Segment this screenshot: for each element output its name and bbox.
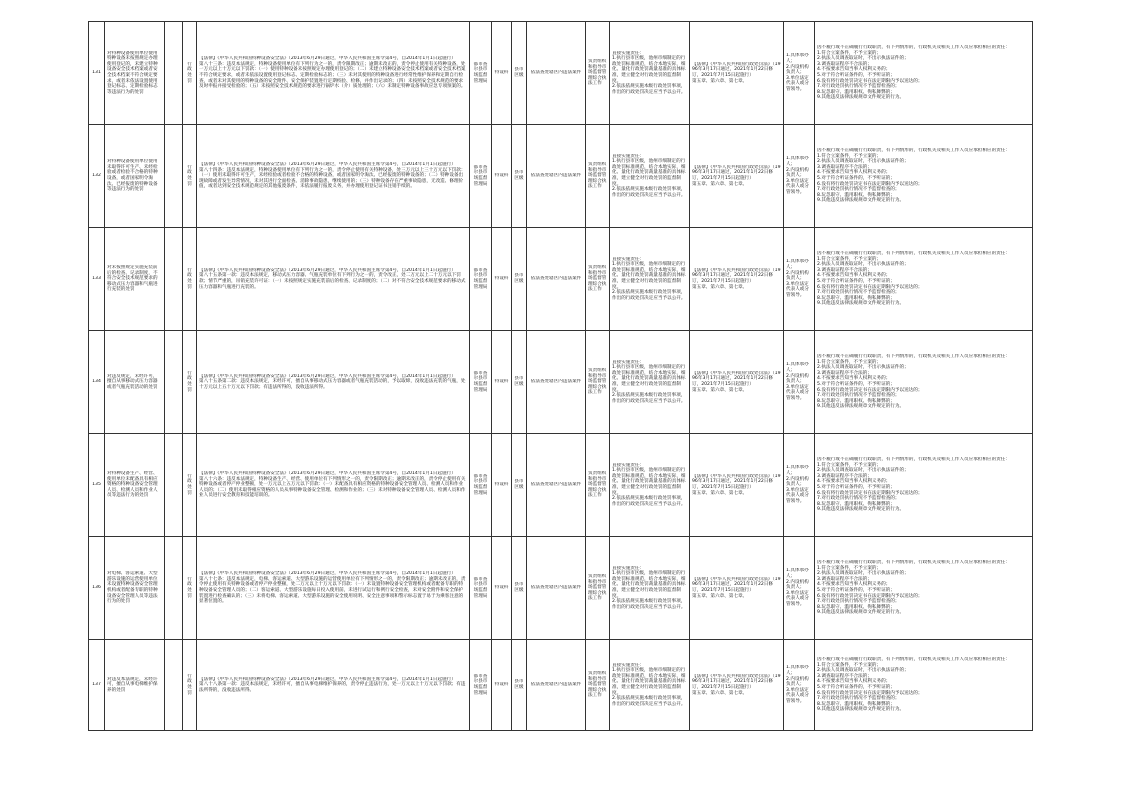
blank-cell: [165, 228, 183, 331]
exercise-level-text: 县市区级: [514, 479, 524, 490]
blank-cell: [165, 434, 183, 537]
legal-basis-text: [199, 374, 467, 391]
handling-content: [527, 331, 586, 434]
row-number: [89, 22, 105, 125]
row-number-text: 137: [92, 682, 101, 688]
responsible-org-text: 负责组织和指导市场监督管理综合执法工作: [588, 471, 607, 499]
responsible-subjects: [784, 125, 815, 228]
legal-basis-law: 【法律】《中华人民共和国特种设备安全法》（2013年6月29日通过，中华人民共和国主席令第4号，自2014年1月1日起施行）: [199, 373, 456, 379]
blank-cell: [165, 331, 183, 434]
procedure-basis: [690, 228, 784, 331]
procedure-basis: [690, 22, 784, 125]
handling-content: [527, 22, 586, 125]
legal-basis-law: 【法律】《中华人民共和国特种设备安全法》（2013年6月29日通过，中华人民共和国主席令第4号，自2014年1月1日起施行）: [199, 56, 456, 62]
item-name: [105, 125, 165, 228]
row-number: [89, 228, 105, 331]
implementing-authority: [470, 331, 492, 434]
item-name: [105, 537, 165, 640]
legal-basis-article: 第八十五条第一款：违反本法规定，移动式压力容器、气瓶充装单位有下列行为之一的，责令改正，处二万元以上二十万元以下罚款；情节严重的，吊销充装许可证：（一）未按照规定实施充装前后的检查、记录制度的；（二）对不符合安全技术规范要求的移动式压力容器和气瓶进行充装的。: [199, 273, 466, 290]
responsible-subjects-text: 1.具体承办人； 2.内设机构负责人； 3.单位法定代表人或分管领导。: [786, 259, 809, 298]
legal-basis-law: 【法律】《中华人民共和国特种设备安全法》（2013年6月29日通过，中华人民共和国主席令第4号，自2014年1月1日起施行）: [199, 571, 456, 577]
item-category: [183, 228, 197, 331]
procedure-basis: [690, 331, 784, 434]
liability-text: [815, 537, 1033, 640]
implementing-authority-text: 都市查尔县市场监督管理局: [473, 164, 488, 187]
duty-text-text: 直接实施责任： 1.执行县市区级，池州市细制定的行政处罚标准规范，结合本地实际，细化、量化行政处罚裁量基准的具体标准，建立健全对行政处罚的监督制度。 2.依法依规实施本级行政处罚事项，作出的行政处罚决定应当予以公开。: [612, 565, 686, 610]
row-number-text: 133: [92, 276, 101, 282]
item-name-text: 对违反本法规定，未经许可，擅自从事电梯维护保养的处罚: [107, 676, 158, 693]
responsible-dept-text: 特设科: [494, 276, 509, 282]
legal-basis: [197, 434, 470, 537]
duty-text: [610, 537, 690, 640]
responsible-org-text: 负责组织和指导市场监督管理综合执法工作: [588, 574, 607, 602]
item-name-text: 对违反规定，未经许可，擅自从事移动式压力容器或者气瓶充装活动的处罚: [107, 373, 158, 390]
responsible-subjects-text: 1.具体承办人； 2.内设机构负责人； 3.单位法定代表人或分管领导。: [786, 362, 809, 401]
implementing-authority-text: 都市查尔县市场监督管理局: [473, 673, 488, 696]
item-category-text: 行政处罚: [187, 61, 192, 84]
responsible-subjects-text: 1.具体承办人； 2.内设机构负责人； 3.单位法定代表人或分管领导。: [786, 665, 809, 704]
duty-text-text: 直接实施责任： 1.执行县市区级，池州市细制定的行政处罚标准规范，结合本地实际，细化、量化行政处罚裁量基准的具体标准，建立健全对行政处罚的监督制度。 2.依法依规实施本级行政处罚事项，作出的行政处罚决定应当予以公开。: [612, 359, 686, 404]
responsible-org-text: 负责组织和指导市场监督管理综合执法工作: [588, 265, 607, 293]
row-number: [89, 640, 105, 731]
responsible-subjects: [784, 22, 815, 125]
item-category: [183, 537, 197, 640]
table-row: [89, 125, 1033, 228]
implementing-authority: [470, 537, 492, 640]
liability-text-text: 因不履行或不正确履行行政职责，有下列情形的，行政机关及相关工作人员应承担相应的责任： 1.符合立案条件，不予立案的； 2.执法人员调查取证时，不出示执法证件的； 3.调查取证程序不合法的； 4.不按要求告知当事人权利义务的； 5.对于符合听证条件的，不予听证的； 6.没有将行政处罚决定书在法定期限内予以送达的； 7.对行政处罚执行情况不予监督检查的； 8.玩忽职守、滥用职权、徇私舞弊的； 9.其他违反法律法规规章文件规定的行为。: [817, 45, 1010, 101]
exercise-level: [512, 22, 527, 125]
procedure-basis-text: 【法律】《中华人民共和国行政处罚法》（1996年3月17日通过，2021年1月22日修订，2021年7月15日起施行） 第五章、第六章、第七章。: [692, 576, 781, 599]
legal-basis-article: 第八十四条：违反本法规定，特种设备使用单位有下列行为之一的，责令停止使用有关特种设备，处三万元以上三十万元以下罚款：（一）使用未取得许可生产，未经检验或者检验不合格的特种设备，或者国家明令淘汰、已经报废的特种设备的；（二）特种设备出现故障或者发生异常情况，未对其进行全面检查、消除事故隐患，继续使用的；（三）特种设备存在严重事故隐患，无改造、修理价值，或者达到安全技术规范规定的其他报废条件，未依法履行报废义务，并办理使用登记证书注销手续的。: [199, 167, 466, 190]
exercise-level: [512, 228, 527, 331]
blank-cell: [165, 640, 183, 731]
table-row: [89, 640, 1033, 731]
exercise-level: [512, 434, 527, 537]
item-name-text: 对特种设备使用单位使用未取得许可生产、未经检验或者检验不合格的特种设备，或者国家明令淘汰、已经报废的特种设备等违法行为的处罚: [107, 159, 158, 193]
legal-basis-text: [199, 677, 467, 694]
handling-content-text: 依法查处辖区内违法案件: [530, 276, 582, 282]
item-category: [183, 331, 197, 434]
handling-content-text: 依法查处辖区内违法案件: [530, 70, 582, 76]
table-row: [89, 228, 1033, 331]
exercise-level-text: 县市区级: [514, 582, 524, 593]
penalty-items-table: [88, 21, 1033, 731]
duty-text: [610, 434, 690, 537]
handling-content-text: 依法查处辖区内违法案件: [530, 682, 582, 688]
duty-text: [610, 331, 690, 434]
row-number-text: 132: [92, 173, 101, 179]
exercise-level: [512, 537, 527, 640]
item-category-text: 行政处罚: [187, 164, 192, 187]
responsible-org-text: 负责组织和指导市场监督管理综合执法工作: [588, 162, 607, 190]
implementing-authority: [470, 434, 492, 537]
table-row: [89, 331, 1033, 434]
item-name-text: 对电梯、客运索道、大型游乐设施的运营使用单位未设置特种设备安全管理机构或者配备专职的特种设备安全管理人员等违法行为的处罚: [107, 571, 158, 605]
duty-text: [610, 640, 690, 731]
responsible-subjects-text: 1.具体承办人； 2.内设机构负责人； 3.单位法定代表人或分管领导。: [786, 568, 809, 607]
responsible-org-text: 负责组织和指导市场监督管理综合执法工作: [588, 671, 607, 699]
responsible-org: [586, 434, 610, 537]
item-name: [105, 331, 165, 434]
legal-basis-law: 【法律】《中华人民共和国特种设备安全法》（2013年6月29日通过，中华人民共和国主席令第4号，自2014年1月1日起施行）: [199, 471, 456, 477]
responsible-dept: [492, 125, 512, 228]
responsible-dept-text: 特设科: [494, 482, 509, 488]
legal-basis-article: 第八十七条：违反本法规定，电梯、客运索道、大型游乐设施的运营使用单位有下列情形之一的，责令限期改正；逾期未改正的，责令停止使用有关特种设备或者停产停业整顿，处二万元以上十万元以下罚款：（一）未设置特种设备安全管理机构或者配备专职的特种设备安全管理人员的；（二）客运索道、大型游乐设施每日投入使用前，未进行试运行和例行安全检查，未对安全附件和安全保护装置进行检查确认的；（三）未将电梯、客运索道、大型游乐设施的安全使用说明、安全注意事项和警示标志置于易于为乘客注意的显著位置的。: [199, 576, 466, 605]
procedure-basis-text: 【法律】《中华人民共和国行政处罚法》（1996年3月17日通过，2021年1月22日修订，2021年7月15日起施行） 第五章、第六章、第七章。: [692, 164, 781, 187]
blank-cell: [165, 22, 183, 125]
duty-text-text: 直接实施责任： 1.执行县市区级，池州市细制定的行政处罚标准规范，结合本地实际，细化、量化行政处罚裁量基准的具体标准，建立健全对行政处罚的监督制度。 2.依法依规实施本级行政处罚事项，作出的行政处罚决定应当予以公开。: [612, 256, 686, 301]
legal-basis-text: [199, 56, 467, 90]
item-category: [183, 125, 197, 228]
responsible-dept-text: 特设科: [494, 70, 509, 76]
row-number-text: 136: [92, 585, 101, 591]
legal-basis: [197, 331, 470, 434]
liability-text: [815, 22, 1033, 125]
responsible-subjects: [784, 640, 815, 731]
responsible-org: [586, 22, 610, 125]
handling-content: [527, 537, 586, 640]
regulation-table-sheet: [88, 21, 1033, 731]
item-name-text: 对特种设备使用单位使用特种设备未按照规定办理使用登记的，未建立特种设备安全技术档案或者安全技术档案不符合规定要求，或者未依法设置使用登记标志、定期检验标志等违法行为的处罚: [107, 50, 158, 95]
handling-content-text: 依法查处辖区内违法案件: [530, 482, 582, 488]
responsible-subjects: [784, 434, 815, 537]
responsible-dept-text: 特设科: [494, 173, 509, 179]
blank-cell: [165, 537, 183, 640]
item-name: [105, 640, 165, 731]
liability-text-text: 因不履行或不正确履行行政职责，有下列情形的，行政机关及相关工作人员应承担相应的责任： 1.符合立案条件，不予立案的； 2.执法人员调查取证时，不出示执法证件的； 3.调查取证程序不合法的； 4.不按要求告知当事人权利义务的； 5.对于符合听证条件的，不予听证的； 6.没有将行政处罚决定书在法定期限内予以送达的； 7.对行政处罚执行情况不予监督检查的； 8.玩忽职守、滥用职权、徇私舞弊的； 9.其他违反法律法规规章文件规定的行为。: [817, 354, 1010, 410]
legal-basis-text: [199, 268, 467, 290]
duty-text: [610, 22, 690, 125]
legal-basis-law: 【法律】《中华人民共和国特种设备安全法》（2013年6月29日通过，中华人民共和国主席令第4号，自2014年1月1日起施行）: [199, 162, 456, 168]
responsible-dept: [492, 331, 512, 434]
legal-basis-text: [199, 571, 467, 605]
liability-text-text: 因不履行或不正确履行行政职责，有下列情形的，行政机关及相关工作人员应承担相应的责任： 1.符合立案条件，不予立案的； 2.执法人员调查取证时，不出示执法证件的； 3.调查取证程序不合法的； 4.不按要求告知当事人权利义务的； 5.对于符合听证条件的，不予听证的； 6.没有将行政处罚决定书在法定期限内予以送达的； 7.对行政处罚执行情况不予监督检查的； 8.玩忽职守、滥用职权、徇私舞弊的； 9.其他违反法律法规规章文件规定的行为。: [817, 457, 1010, 513]
item-category: [183, 434, 197, 537]
table-body: [89, 22, 1033, 731]
legal-basis-text: [199, 471, 467, 499]
row-number: [89, 125, 105, 228]
implementing-authority-text: 都市查尔县市场监督管理局: [473, 576, 488, 599]
liability-text-text: 因不履行或不正确履行行政职责，有下列情形的，行政机关及相关工作人员应承担相应的责任： 1.符合立案条件，不予立案的； 2.执法人员调查取证时，不出示执法证件的； 3.调查取证程序不合法的； 4.不按要求告知当事人权利义务的； 5.对于符合听证条件的，不予听证的； 6.没有将行政处罚决定书在法定期限内予以送达的； 7.对行政处罚执行情况不予监督检查的； 8.玩忽职守、滥用职权、徇私舞弊的； 9.其他违反法律法规规章文件规定的行为。: [817, 251, 1010, 307]
legal-basis: [197, 228, 470, 331]
implementing-authority-text: 都市查尔县市场监督管理局: [473, 370, 488, 393]
duty-text-text: 直接实施责任： 1.执行县市区级，池州市细制定的行政处罚标准规范，结合本地实际，细化、量化行政处罚裁量基准的具体标准，建立健全对行政处罚的监督制度。 2.依法依规实施本级行政处罚事项，作出的行政处罚决定应当予以公开。: [612, 662, 686, 707]
handling-content-text: 依法查处辖区内违法案件: [530, 379, 582, 385]
exercise-level-text: 县市区级: [514, 67, 524, 78]
responsible-org: [586, 331, 610, 434]
row-number: [89, 331, 105, 434]
responsible-subjects-text: 1.具体承办人； 2.内设机构负责人； 3.单位法定代表人或分管领导。: [786, 465, 809, 504]
duty-text-text: 直接实施责任： 1.执行县市区级，池州市细制定的行政处罚标准规范，结合本地实际，细化、量化行政处罚裁量基准的具体标准，建立健全对行政处罚的监督制度。 2.依法依规实施本级行政处罚事项，作出的行政处罚决定应当予以公开。: [612, 50, 686, 95]
exercise-level-text: 县市区级: [514, 273, 524, 284]
exercise-level-text: 县市区级: [514, 679, 524, 690]
implementing-authority: [470, 125, 492, 228]
legal-basis-article: 第八十五条第二款：违反本法规定，未经许可，擅自从事移动式压力容器或者气瓶充装活动的，予以取缔，没收违法充装的气瓶，处十万元以上五十万元以下罚款；有违法所得的，没收违法所得。: [199, 379, 466, 390]
item-name-text: 对未按照规定实施充装前后的检查、记录制度，不符合安全技术规范要求的移动式压力容器和气瓶进行充装的处罚: [107, 265, 158, 293]
handling-content: [527, 434, 586, 537]
responsible-dept: [492, 228, 512, 331]
table-row: [89, 434, 1033, 537]
procedure-basis-text: 【法律】《中华人民共和国行政处罚法》（1996年3月17日通过，2021年1月22日修订，2021年7月15日起施行） 第五章、第六章、第七章。: [692, 61, 781, 84]
exercise-level: [512, 331, 527, 434]
responsible-org-text: 负责组织和指导市场监督管理综合执法工作: [588, 368, 607, 396]
responsible-org: [586, 537, 610, 640]
item-category: [183, 640, 197, 731]
item-category-text: 行政处罚: [187, 576, 192, 599]
handling-content: [527, 228, 586, 331]
legal-basis-law: 【法律】《中华人民共和国特种设备安全法》（2013年6月29日通过，中华人民共和国主席令第4号，自2014年1月1日起施行）: [199, 267, 456, 273]
liability-text: [815, 640, 1033, 731]
procedure-basis-text: 【法律】《中华人民共和国行政处罚法》（1996年3月17日通过，2021年1月22日修订，2021年7月15日起施行） 第五章、第六章、第七章。: [692, 267, 781, 290]
table-row: [89, 22, 1033, 125]
row-number: [89, 434, 105, 537]
item-category-text: 行政处罚: [187, 673, 192, 696]
liability-text-text: 因不履行或不正确履行行政职责，有下列情形的，行政机关及相关工作人员应承担相应的责任： 1.符合立案条件，不予立案的； 2.执法人员调查取证时，不出示执法证件的； 3.调查取证程序不合法的； 4.不按要求告知当事人权利义务的； 5.对于符合听证条件的，不予听证的； 6.没有将行政处罚决定书在法定期限内予以送达的； 7.对行政处罚执行情况不予监督检查的； 8.玩忽职守、滥用职权、徇私舞弊的； 9.其他违反法律法规规章文件规定的行为。: [817, 560, 1010, 616]
procedure-basis-text: 【法律】《中华人民共和国行政处罚法》（1996年3月17日通过，2021年1月22日修订，2021年7月15日起施行） 第五章、第六章、第七章。: [692, 473, 781, 496]
responsible-dept: [492, 22, 512, 125]
implementing-authority-text: 都市查尔县市场监督管理局: [473, 473, 488, 496]
row-number-text: 135: [92, 482, 101, 488]
responsible-subjects-text: 1.具体承办人； 2.内设机构负责人； 3.单位法定代表人或分管领导。: [786, 53, 809, 92]
row-number: [89, 537, 105, 640]
legal-basis: [197, 640, 470, 731]
exercise-level-text: 县市区级: [514, 170, 524, 181]
legal-basis-article: 第八十六条：违反本法规定，特种设备生产、经营、使用单位有下列情形之一的，责令限期改正；逾期未改正的，责令停止使用有关特种设备或者停产停业整顿，处一万元以上五万元以下罚款：（一）未配备具有相应资格的特种设备安全管理人员、检测人员和作业人员的；（二）使用未取得相应资格的人员从事特种设备安全管理、检测和作业的；（三）未对特种设备安全管理人员、检测人员和作业人员进行安全教育和技能培训的。: [199, 476, 466, 499]
procedure-basis: [690, 125, 784, 228]
responsible-dept: [492, 640, 512, 731]
responsible-subjects: [784, 331, 815, 434]
responsible-org: [586, 125, 610, 228]
exercise-level: [512, 125, 527, 228]
liability-text: [815, 434, 1033, 537]
handling-content: [527, 640, 586, 731]
row-number-text: 134: [92, 379, 101, 385]
responsible-dept: [492, 434, 512, 537]
duty-text: [610, 125, 690, 228]
implementing-authority-text: 都市查尔县市场监督管理局: [473, 61, 488, 84]
item-category-text: 行政处罚: [187, 370, 192, 393]
legal-basis-text: [199, 162, 467, 190]
responsible-subjects: [784, 228, 815, 331]
procedure-basis: [690, 434, 784, 537]
blank-cell: [165, 125, 183, 228]
legal-basis-law: 【法律】《中华人民共和国特种设备安全法》（2013年6月29日通过，中华人民共和国主席令第4号，自2014年1月1日起施行）: [199, 676, 456, 682]
exercise-level-text: 县市区级: [514, 376, 524, 387]
implementing-authority: [470, 640, 492, 731]
handling-content: [527, 125, 586, 228]
responsible-dept-text: 特设科: [494, 682, 509, 688]
duty-text-text: 直接实施责任： 1.执行县市区级，池州市细制定的行政处罚标准规范，结合本地实际，细化、量化行政处罚裁量基准的具体标准，建立健全对行政处罚的监督制度。 2.依法依规实施本级行政处罚事项，作出的行政处罚决定应当予以公开。: [612, 153, 686, 198]
liability-text: [815, 228, 1033, 331]
item-category-text: 行政处罚: [187, 473, 192, 496]
responsible-dept-text: 特设科: [494, 379, 509, 385]
item-name: [105, 228, 165, 331]
liability-text: [815, 125, 1033, 228]
handling-content-text: 依法查处辖区内违法案件: [530, 585, 582, 591]
responsible-org: [586, 640, 610, 731]
liability-text-text: 因不履行或不正确履行行政职责，有下列情形的，行政机关及相关工作人员应承担相应的责任： 1.符合立案条件，不予立案的； 2.执法人员调查取证时，不出示执法证件的； 3.调查取证程序不合法的； 4.不按要求告知当事人权利义务的； 5.对于符合听证条件的，不予听证的； 6.没有将行政处罚决定书在法定期限内予以送达的； 7.对行政处罚执行情况不予监督检查的； 8.玩忽职守、滥用职权、徇私舞弊的； 9.其他违反法律法规规章文件规定的行为。: [817, 148, 1010, 204]
responsible-dept: [492, 537, 512, 640]
duty-text: [610, 228, 690, 331]
table-row: [89, 537, 1033, 640]
responsible-dept-text: 特设科: [494, 585, 509, 591]
item-name: [105, 22, 165, 125]
item-name-text: 对特种设备生产、经营、使用单位未配备具有相应资格的特种设备安全管理人员、检测人员和作业人员等违法行为的处罚: [107, 471, 158, 499]
duty-text-text: 直接实施责任： 1.执行县市区级，池州市细制定的行政处罚标准规范，结合本地实际，细化、量化行政处罚裁量基准的具体标准，建立健全对行政处罚的监督制度。 2.依法依规实施本级行政处罚事项，作出的行政处罚决定应当予以公开。: [612, 462, 686, 507]
procedure-basis: [690, 640, 784, 731]
liability-text-text: 因不履行或不正确履行行政职责，有下列情形的，行政机关及相关工作人员应承担相应的责任： 1.符合立案条件，不予立案的； 2.执法人员调查取证时，不出示执法证件的； 3.调查取证程序不合法的； 4.不按要求告知当事人权利义务的； 5.对于符合听证条件的，不予听证的； 6.没有将行政处罚决定书在法定期限内予以送达的； 7.对行政处罚执行情况不予监督检查的； 8.玩忽职守、滥用职权、徇私舞弊的； 9.其他违反法律法规规章文件规定的行为。: [817, 657, 1010, 713]
legal-basis-article: 第八十三条：违反本法规定，特种设备使用单位有下列行为之一的，责令限期改正；逾期未改正的，责令停止使用有关特种设备，处一万元以上十万元以下罚款：（一）使用特种设备未按照规定办理使用登记的；（二）未建立特种设备安全技术档案或者安全技术档案不符合规定要求，或者未依法设置使用登记标志、定期检验标志的；（三）未对其使用的特种设备进行经常性维护保养和定期自行检查，或者未对其使用的特种设备的安全附件、安全保护装置进行定期校验、检修，并作出记录的；（四）未按照安全技术规范的要求及时申报并接受检验的；（五）未按照安全技术规范的要求进行锅炉水（介）质处理的；（六）未制定特种设备事故应急专项预案的。: [199, 61, 466, 90]
implementing-authority: [470, 228, 492, 331]
item-category: [183, 22, 197, 125]
legal-basis: [197, 125, 470, 228]
liability-text: [815, 331, 1033, 434]
implementing-authority-text: 都市查尔县市场监督管理局: [473, 267, 488, 290]
handling-content-text: 依法查处辖区内违法案件: [530, 173, 582, 179]
row-number-text: 131: [92, 70, 101, 76]
implementing-authority: [470, 22, 492, 125]
legal-basis: [197, 22, 470, 125]
exercise-level: [512, 640, 527, 731]
legal-basis-article: 第八十八条第一款：违反本法规定，未经许可，擅自从事电梯维护保养的，责令停止违法行为，处一万元以上十万元以下罚款；有违法所得的，没收违法所得。: [199, 682, 466, 693]
responsible-subjects: [784, 537, 815, 640]
legal-basis: [197, 537, 470, 640]
procedure-basis: [690, 537, 784, 640]
item-name: [105, 434, 165, 537]
responsible-org-text: 负责组织和指导市场监督管理综合执法工作: [588, 59, 607, 87]
responsible-org: [586, 228, 610, 331]
responsible-subjects-text: 1.具体承办人； 2.内设机构负责人； 3.单位法定代表人或分管领导。: [786, 156, 809, 195]
procedure-basis-text: 【法律】《中华人民共和国行政处罚法》（1996年3月17日通过，2021年1月22日修订，2021年7月15日起施行） 第五章、第六章、第七章。: [692, 370, 781, 393]
item-category-text: 行政处罚: [187, 267, 192, 290]
procedure-basis-text: 【法律】《中华人民共和国行政处罚法》（1996年3月17日通过，2021年1月22日修订，2021年7月15日起施行） 第五章、第六章、第七章。: [692, 673, 781, 696]
